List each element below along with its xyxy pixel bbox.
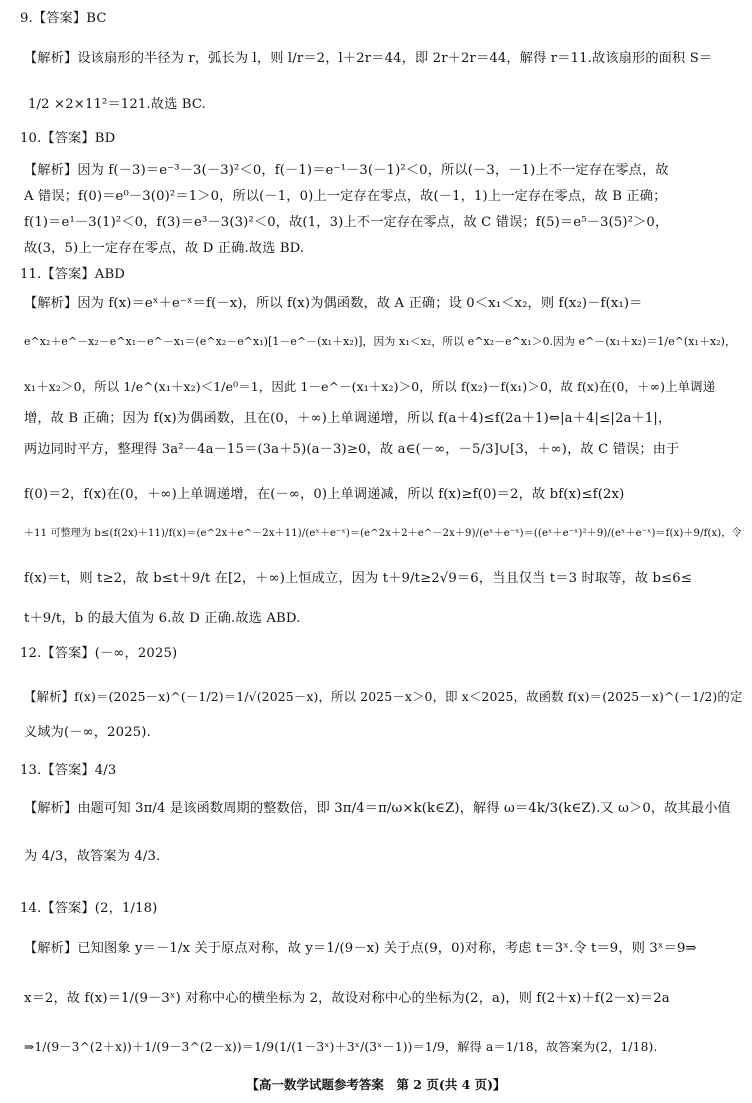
q11-explanation-line-9: t＋9/t，b 的最大值为 6.故 D 正确.故选 ABD. <box>24 611 301 626</box>
q13-explanation-line-1: 【解析】由题可知 3π/4 是该函数周期的整数倍，即 3π/4＝π/ω×k(k∈Z)，解得 ω＝4k/3(k∈Z).又 ω＞0，故其最小值 <box>24 801 731 816</box>
q11-explanation-line-8: f(x)＝t，则 t≥2，故 b≤t＋9/t 在[2，＋∞)上恒成立，因为 t＋9/t≥2√9＝6，当且仅当 t＝3 时取等，故 b≤6≤ <box>24 571 693 586</box>
q12-answer: 12.【答案】(－∞，2025) <box>20 646 178 661</box>
q11-explanation-line-3: x₁＋x₂＞0，所以 1/e^(x₁＋x₂)＜1/e⁰＝1，因此 1－e^－(x₁＋x₂)＞0，所以 f(x₂)－f(x₁)＞0，故 f(x)在(0，＋∞)上单调递 <box>24 379 716 394</box>
q11-explanation-line-6: f(0)＝2，f(x)在(0，＋∞)上单调递增，在(－∞，0)上单调递减，所以 f(x)≥f(0)＝2，故 bf(x)≤f(2x) <box>24 487 625 502</box>
q9-explanation-line-1: 【解析】设该扇形的半径为 r，弧长为 l，则 l/r＝2，l＋2r＝44，即 2r＋2r＝44，解得 r＝11.故该扇形的面积 S＝ <box>24 51 713 66</box>
q11-explanation-line-5: 两边同时平方，整理得 3a²－4a－15＝(3a＋5)(a－3)≥0，故 a∈(－∞，－5/3]∪[3，＋∞)，故 C 错误；由于 <box>24 442 680 457</box>
q11-explanation-line-4: 增，故 B 正确；因为 f(x)为偶函数，且在(0，＋∞)上单调递增，所以 f(a＋4)≤f(2a＋1)⇔|a＋4|≤|2a＋1|， <box>24 411 672 426</box>
q9-answer: 9.【答案】BC <box>20 11 107 26</box>
q11-explanation-line-1: 【解析】因为 f(x)＝eˣ＋e⁻ˣ＝f(－x)，所以 f(x)为偶函数，故 A 正确；设 0＜x₁＜x₂，则 f(x₂)－f(x₁)＝ <box>24 296 643 311</box>
q13-answer: 13.【答案】4/3 <box>20 763 117 778</box>
q12-explanation-line-2: 义域为(－∞，2025). <box>24 725 151 740</box>
q14-explanation-line-2: x＝2，故 f(x)＝1/(9－3ˣ) 对称中心的横坐标为 2，故设对称中心的坐标为(2，a)，则 f(2＋x)＋f(2－x)＝2a <box>24 991 670 1006</box>
q14-answer: 14.【答案】(2，1/18) <box>20 901 158 916</box>
q14-explanation-line-3: ⇒1/(9－3^(2＋x))＋1/(9－3^(2－x))＝1/9(1/(1－3ˣ)＋3ˣ/(3ˣ－1))＝1/9，解得 a＝1/18，故答案为(2，1/18). <box>24 1040 658 1054</box>
q12-explanation-line-1: 【解析】f(x)＝(2025－x)^(－1/2)＝1/√(2025－x)，所以 2025－x＞0，即 x＜2025，故函数 f(x)＝(2025－x)^(－1/2)的定 <box>24 689 743 704</box>
q14-explanation-line-1: 【解析】已知图象 y＝－1/x 关于原点对称，故 y＝1/(9－x) 关于点(9，0)对称，考虑 t＝3ˣ.令 t＝9，则 3ˣ＝9⇒ <box>24 941 697 956</box>
q10-explanation-line-4: 故(3，5)上一定存在零点，故 D 正确.故选 BD. <box>24 241 305 256</box>
q13-explanation-line-2: 为 4/3，故答案为 4/3. <box>24 849 161 864</box>
page-footer: 【高一数学试题参考答案 第 2 页(共 4 页)】 <box>246 1077 506 1092</box>
q11-answer: 11.【答案】ABD <box>20 267 126 282</box>
q9-explanation-line-2: 1/2 ×2×11²＝121.故选 BC. <box>28 97 206 112</box>
q10-explanation-line-3: f(1)＝e¹－3(1)²＜0，f(3)＝e³－3(3)²＜0，故(1，3)上不一定存在零点，故 C 错误；f(5)＝e⁵－3(5)²＞0， <box>24 215 669 230</box>
q10-answer: 10.【答案】BD <box>20 131 116 146</box>
q10-explanation-line-2: A 错误；f(0)＝e⁰－3(0)²＝1＞0，所以(－1，0)上一定存在零点，故(－1，1)上一定存在零点，故 B 正确； <box>24 189 667 204</box>
q10-explanation-line-1: 【解析】因为 f(－3)＝e⁻³－3(－3)²＜0，f(－1)＝e⁻¹－3(－1)²＜0，所以(－3，－1)上不一定存在零点，故 <box>24 163 669 178</box>
q11-explanation-line-7: ＋11 可整理为 b≤(f(2x)＋11)/f(x)＝(e^2x＋e^－2x＋11)/(eˣ＋e⁻ˣ)＝(e^2x＋2＋e^－2x＋9)/(eˣ＋e⁻ˣ)＝((eˣ＋e⁻ˣ)²＋9)/(eˣ＋e⁻ˣ)＝f(x)＋9/f(x)，令 <box>24 528 742 539</box>
q11-explanation-line-2: e^x₂＋e^－x₂－e^x₁－e^－x₁＝(e^x₂－e^x₁)[1－e^－(x₁＋x₂)]，因为 x₁＜x₂，所以 e^x₂－e^x₁＞0.因为 e^－(x₁＋x₂)＝1/e^(x₁＋x₂)， <box>24 335 736 348</box>
